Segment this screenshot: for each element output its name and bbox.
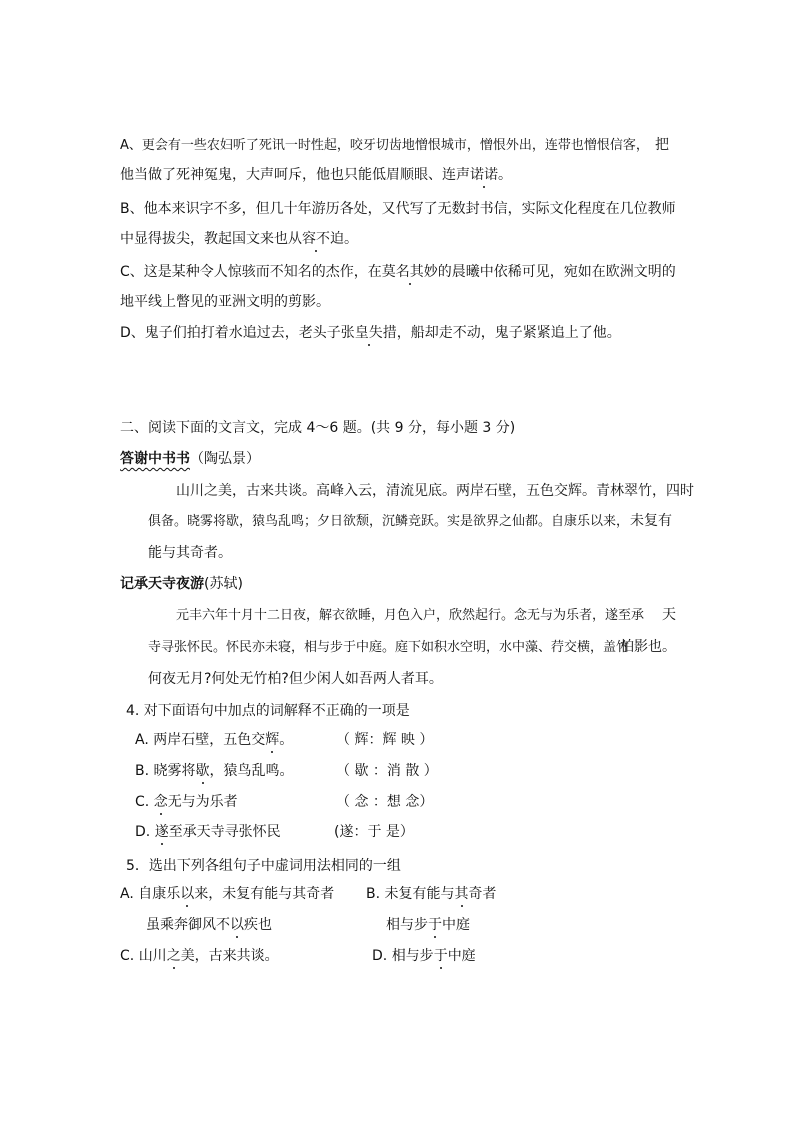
dotted-word: 歇 (195, 763, 210, 779)
section-heading: 二、阅读下面的文言文，完成 4～6 题。(共 9 分，每小题 3 分) (120, 420, 516, 436)
q4-option-a: A. 两岸石壁，五色交辉。 (135, 732, 294, 748)
option-b-line1: B、他本来识字不多，但几十年游历各处，又代写了无数封书信，实际文化程度在几位教师 (120, 201, 676, 217)
dotted-word: 从容不迫 (288, 231, 344, 247)
q4-option-c-gloss: （ 念 ：想 念） (336, 794, 434, 810)
dotted-word: 遂 (154, 824, 169, 840)
text2-title: 记承天寺夜游 (120, 576, 204, 592)
dotted-word: 张皇失措 (340, 325, 397, 341)
option-b-line2: 中显得拔尖，教起国文来也从容不迫。 (120, 231, 358, 247)
dotted-word: 其 (454, 886, 469, 902)
text1-line2: 俱备。晓雾将歇，猿鸟乱鸣；夕日欲颓，沉鳞竞跃。实是欲界之仙都。自康乐以来， (148, 514, 630, 529)
option-a-line1 (120, 139, 649, 152)
q5-option-b-line2: 相与步于中庭 (386, 917, 470, 933)
dotted-word: 于 (428, 917, 442, 933)
q5-option-a-line2: 虽乘奔御风不以疾也 (146, 917, 272, 933)
text1-title: 答谢中书书 (120, 451, 190, 467)
option-c-line2: 地平线上瞥见的亚洲文明的剪影。 (120, 294, 330, 310)
q4-option-a-gloss: （ 辉：辉 映 ） (336, 732, 434, 748)
text1-line2-end: 未复有 (630, 513, 672, 529)
text1-title-line (120, 452, 260, 466)
text1-line3: 能与其奇者。 (148, 545, 232, 561)
dotted-word: 莫名其妙 (381, 264, 438, 280)
dotted-word: 于 (433, 948, 448, 964)
dotted-word: 以 (230, 917, 244, 933)
q5-stem: 5．选出下列各组句子中虚词用法相同的一组 (126, 858, 401, 874)
q5-option-c: C. 山川之美，古来共谈。 (120, 948, 279, 964)
option-d-line1: D、鬼子们拍打着水追过去，老头子张皇失措，船却走不动，鬼子紧紧追上了他。 (120, 325, 621, 341)
q5-option-a-line1: A. 自康乐以来，未复有能与其奇者 (120, 886, 335, 902)
dotted-word: 之 (166, 948, 181, 964)
text2-line1-end: 天 (662, 607, 676, 623)
q4-option-c: C. 念无与为乐者 (135, 794, 238, 810)
text2-title-line (120, 577, 243, 591)
q5-option-b-line1: B. 未复有能与其奇者 (366, 886, 497, 902)
q4-option-b-gloss: （ 歇 ：消 散 ） (336, 763, 438, 779)
text2-line2: 寺寻张怀民。怀民亦未寝，相与步于中庭。庭下如积水空明，水中藻、荇交横，盖竹 (148, 640, 630, 655)
dotted-word: 诺诺 (470, 167, 498, 183)
q4-stem: 4. 对下面语句中加点的词解释不正确的一项是 (126, 703, 410, 719)
text1-author: （陶弘景） (190, 451, 260, 467)
option-c-line1: C、这是某种令人惊骇而不知名的杰作，在莫名其妙的晨曦中依稀可见，宛如在欧洲文明的 (120, 264, 676, 280)
dotted-word: 念 (153, 794, 168, 810)
q4-option-d-gloss: (遂：于 是） (334, 824, 414, 840)
text1-line1: 山川之美，古来共谈。高峰入云，清流见底。两岸石壁，五色交辉。青林翠竹，四时 (176, 483, 694, 499)
option-a-line2: 他当做了死神冤鬼，大声呵斥，他也只能低眉顺眼、连声诺诺。 (120, 167, 512, 183)
q4-option-d: D. 遂至承天寺寻张怀民 (135, 824, 281, 840)
option-a-text: A、更会有一些农妇听了死讯一时性起，咬牙切齿地憎恨城市，憎恨外出，连带也憎恨信客， (120, 138, 649, 153)
dotted-word: 以 (180, 886, 195, 902)
q5-option-d: D. 相与步于中庭 (372, 948, 476, 964)
text2-line2-end: 柏影也。 (620, 639, 676, 655)
option-a-line1-end: 把 (655, 137, 669, 153)
text2-line3: 何夜无月?何处无竹柏?但少闲人如吾两人者耳。 (148, 671, 443, 687)
dotted-word: 辉 (265, 732, 280, 748)
text2-line1: 元丰六年十月十二日夜，解衣欲睡，月色入户，欣然起行。念无与为乐者，遂至承 (176, 608, 645, 623)
q4-option-b: B. 晓雾将歇，猿鸟乱鸣。 (135, 763, 294, 779)
text2-author: (苏轼) (204, 576, 243, 592)
